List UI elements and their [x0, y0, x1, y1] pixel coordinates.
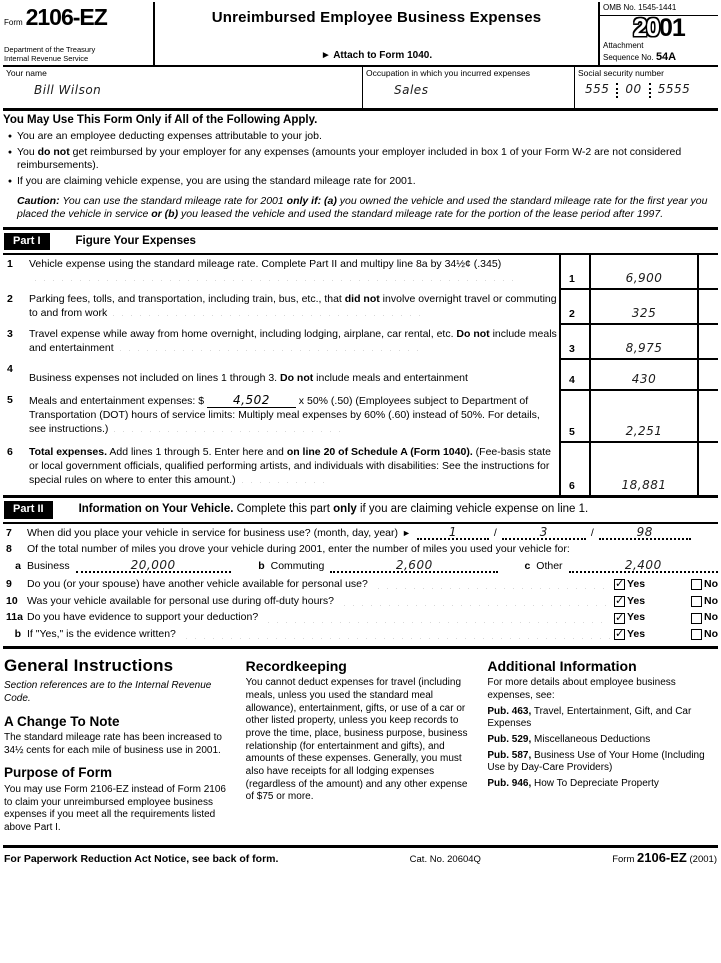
question11a-yes-checkbox[interactable] [614, 613, 625, 624]
sequence-label: Sequence No. 54A [603, 50, 677, 63]
caution-note: Caution: You can use the standard mileage rate for 2001 only if: (a) you owned the vehicle and used the standard mileage rate for the first year you placed the vehicle in service or (b) you leased the vehicle and used the standard mileage rate for the portion of the lease period after 1997. [3, 192, 718, 230]
line8-row [3, 541, 718, 558]
line-number: 7 [6, 526, 12, 539]
expenses-table [3, 255, 718, 498]
name-field[interactable]: Bill Wilson [34, 83, 102, 98]
box-line-number: 2 [559, 290, 589, 323]
box-line-number: 4 [559, 360, 589, 389]
table-row [3, 443, 718, 495]
line-letter: b [14, 627, 21, 640]
line4-amount-field[interactable]: 430 [631, 371, 657, 386]
additional-information-heading: Additional Information [487, 658, 637, 675]
cents-cell[interactable] [697, 443, 718, 495]
additional-information-intro: For more details about employee business expenses, see: [487, 677, 676, 701]
bullet-icon: ● [7, 178, 13, 186]
question-row [3, 593, 718, 610]
dot-leader [262, 614, 610, 623]
dot-leader [372, 580, 610, 589]
right-arrow-icon: ► [402, 527, 411, 538]
line7-row [3, 524, 718, 542]
question10-no-checkbox[interactable] [691, 596, 702, 607]
eligibility-bullet: ● If you are claiming vehicle expense, you are using the standard mileage rate for 2001. [3, 175, 718, 189]
identity-row [3, 67, 718, 111]
dot-leader [29, 272, 519, 281]
box-line-number: 1 [559, 255, 589, 288]
table-row [3, 255, 718, 290]
part1-badge: Part I [4, 233, 50, 250]
table-row [3, 290, 718, 325]
question-row [3, 610, 718, 627]
dot-leader [180, 630, 610, 639]
cents-cell[interactable] [697, 290, 718, 323]
dot-leader [108, 423, 348, 432]
business-miles-label: Business [27, 559, 70, 572]
part2-heading: Information on Your Vehicle. Complete this part only if you are claiming vehicle expense on line 1. [78, 503, 589, 516]
omb-block [598, 2, 718, 65]
eligibility-section [3, 111, 718, 192]
line-number: 2 [7, 293, 13, 306]
line-number: 9 [6, 577, 12, 590]
question10-yes-checkbox[interactable] [614, 596, 625, 607]
recordkeeping-text: You cannot deduct expenses for travel (including meals, unless you used the standard meal allowance), entertainment, gifts, or use of a car or other listed property, unless you keep records to prove the time, place, business purpose, business relationship (for entertainment and gifts), and amounts of these expenses. Generally, you must also have receipts for all lodging expenses (regardless of the amount) and any other expense of $75 or more. [245, 677, 468, 803]
recordkeeping-heading: Recordkeeping [245, 658, 347, 675]
line-number: 3 [7, 328, 13, 341]
sequence-number: 54A [655, 50, 677, 63]
dot-leader [114, 342, 424, 351]
cents-cell[interactable] [697, 360, 718, 389]
line-number: 5 [7, 394, 13, 407]
eligibility-bullet: ● You do not get reimbursed by your employer for any expenses (amounts your employer included in box 1 of your Form W-2 are not considered reimbursements). [3, 146, 718, 173]
question11a-text: Do you have evidence to support your deduction? [27, 611, 259, 624]
pub-946-item: Pub. 946, How To Depreciate Property [487, 778, 659, 790]
occupation-label: Occupation in which you incurred expenses [366, 68, 530, 79]
no-label: No [704, 594, 718, 607]
line2-amount-field[interactable]: 325 [631, 305, 657, 320]
question9-yes-checkbox[interactable] [614, 579, 625, 590]
eligibility-heading: You May Use This Form Only if All of the Following Apply. [3, 114, 318, 127]
pub-587-item: Pub. 587, Business Use of Your Home (Including Use by Day-Care Providers) [487, 749, 705, 774]
change-to-note-text: The standard mileage rate has been increased to 34½ cents for each mile of business use in 2001. [4, 732, 222, 756]
service-year-field[interactable]: 98 [599, 526, 691, 540]
dot-leader [236, 474, 326, 483]
agency-line-1: Department of the Treasury [4, 44, 96, 54]
service-month-field[interactable]: 1 [417, 526, 489, 540]
ssn-field[interactable]: 555 00 5555 [585, 82, 691, 97]
form-title: Unreimbursed Employee Business Expenses [211, 9, 542, 26]
tax-year: 2001 [633, 14, 685, 43]
question11b-text: If "Yes," is the evidence written? [27, 627, 176, 640]
attach-instruction: ► Attach to Form 1040. [320, 50, 433, 62]
table-row [3, 360, 718, 391]
question9-no-checkbox[interactable] [691, 579, 702, 590]
line4-description: Business expenses not included on lines 1 through 3. Do not include meals and entertainment [29, 372, 468, 385]
no-label: No [704, 627, 718, 640]
agency-line-2: Internal Revenue Service [4, 53, 89, 63]
line-number: 6 [7, 446, 13, 459]
line3-description: Travel expense while away from home overnight, including lodging, airplane, car rental, etc. Do not include meals and entertainment [29, 328, 557, 354]
other-miles-field[interactable]: 2,400 [569, 559, 718, 573]
cents-cell[interactable] [697, 255, 718, 288]
line5-amount-field[interactable]: 2,251 [625, 423, 663, 438]
question10-text: Was your vehicle available for personal use during off-duty hours? [27, 594, 335, 607]
part1-header [3, 230, 718, 255]
box-line-number: 6 [559, 443, 589, 495]
name-label: Your name [6, 68, 47, 79]
general-instructions-column [4, 655, 234, 841]
dot-leader [107, 307, 427, 316]
purpose-of-form-text: You may use Form 2106-EZ instead of Form 2106 to claim your unreimbursed employee business expenses if you meet all the requirements listed above Part I. [4, 783, 226, 834]
line6-description: Total expenses. Add lines 1 through 5. Enter here and on line 20 of Schedule A (Form 1040). (Fee-basis state or local government officials, qualified performing artists, and individuals with disabilities: See the instructions for special rules on where to enter this amount.) [29, 446, 551, 486]
line1-amount-field[interactable]: 6,900 [625, 270, 663, 285]
form-number: 2106-EZ [25, 4, 107, 30]
line-number: 1 [7, 258, 13, 271]
catalog-number: Cat. No. 20604Q [409, 854, 481, 866]
paperwork-notice: For Paperwork Reduction Act Notice, see back of form. [4, 853, 279, 866]
line-number: 11a [6, 611, 23, 624]
question-row [3, 626, 718, 643]
question-row [3, 576, 718, 593]
ssn-label: Social security number [578, 68, 664, 79]
yes-label: Yes [627, 594, 646, 607]
commuting-miles-label: Commuting [270, 559, 325, 572]
line-letter: a [15, 559, 21, 572]
part2-badge: Part II [4, 501, 53, 518]
line3-amount-field[interactable]: 8,975 [625, 340, 663, 355]
no-label: No [704, 577, 718, 590]
mileage-row [3, 558, 718, 577]
box-line-number: 5 [559, 391, 589, 441]
table-row [3, 325, 718, 360]
question11a-no-checkbox[interactable] [691, 613, 702, 624]
line-number: 4 [7, 363, 13, 376]
question9-text: Do you (or your spouse) have another vehicle available for personal use? [27, 577, 368, 590]
occupation-field[interactable]: Sales [394, 83, 429, 98]
yes-label: Yes [627, 577, 646, 590]
commuting-miles-field[interactable]: 2,600 [330, 559, 498, 573]
date-separator: / [590, 526, 594, 539]
attachment-label: Attachment [603, 41, 644, 51]
form-footer [3, 845, 718, 869]
pub-529-item: Pub. 529, Miscellaneous Deductions [487, 733, 651, 745]
omb-number: OMB No. 1545-1441 [600, 2, 718, 16]
instructions-section [3, 649, 718, 845]
date-separator: / [493, 526, 497, 539]
line-number: 10 [6, 594, 18, 607]
vehicle-info-section [3, 524, 718, 649]
yes-label: Yes [627, 627, 646, 640]
general-instructions-heading: General Instructions [4, 656, 174, 676]
form-number-block [3, 2, 155, 65]
no-label: No [704, 611, 718, 624]
line1-description: Vehicle expense using the standard mileage rate. Complete Part II and multipy line 8a by 34½¢ (.345) [27, 255, 559, 290]
line-number: 8 [6, 543, 12, 556]
additional-information-column [487, 655, 717, 841]
service-day-field[interactable]: 3 [502, 526, 586, 540]
form-header [3, 2, 718, 67]
line-letter: c [524, 559, 531, 572]
pub-463-item: Pub. 463, Travel, Entertainment, Gift, and Car Expenses [487, 705, 692, 730]
bullet-icon: ● [7, 133, 13, 141]
section-references-note: Section references are to the Internal Revenue Code. [4, 680, 212, 704]
line2-description: Parking fees, tolls, and transportation, including train, bus, etc., that did not involve overnight travel or commuting to and from work [29, 293, 557, 319]
line-letter: b [258, 559, 265, 572]
business-miles-field[interactable]: 20,000 [76, 559, 231, 573]
other-miles-label: Other [536, 559, 563, 572]
footer-form-id: Form 2106-EZ (2001) [612, 850, 717, 866]
dot-leader [338, 597, 610, 606]
bullet-icon: ● [7, 148, 13, 156]
recordkeeping-column [246, 655, 476, 841]
part2-header [3, 498, 718, 523]
question11b-yes-checkbox[interactable] [614, 629, 625, 640]
line5-description: Meals and entertainment expenses: $ 4,502 x 50% (.50) (Employees subject to Department of Transportation (DOT) hours of service limits: Multiply meal expenses by 60% (.60) instead of 50%. For details, see instructions.) [29, 393, 540, 435]
eligibility-bullet: ● You are an employee deducting expenses attributable to your job. [3, 130, 718, 144]
cents-cell[interactable] [697, 325, 718, 358]
question11b-no-checkbox[interactable] [691, 629, 702, 640]
box-line-number: 3 [559, 325, 589, 358]
line8-text: Of the total number of miles you drove your vehicle during 2001, enter the number of miles you used your vehicle for: [27, 543, 570, 556]
line7-text: When did you place your vehicle in service for business use? (month, day, year) [27, 526, 398, 539]
change-to-note-heading: A Change To Note [4, 713, 120, 729]
table-row [3, 391, 718, 443]
line6-amount-field[interactable]: 18,881 [621, 477, 667, 492]
cents-cell[interactable] [697, 391, 718, 441]
purpose-of-form-heading: Purpose of Form [4, 765, 113, 781]
part1-heading: Figure Your Expenses [75, 235, 196, 248]
form-word: Form [4, 18, 23, 27]
yes-label: Yes [627, 611, 646, 624]
